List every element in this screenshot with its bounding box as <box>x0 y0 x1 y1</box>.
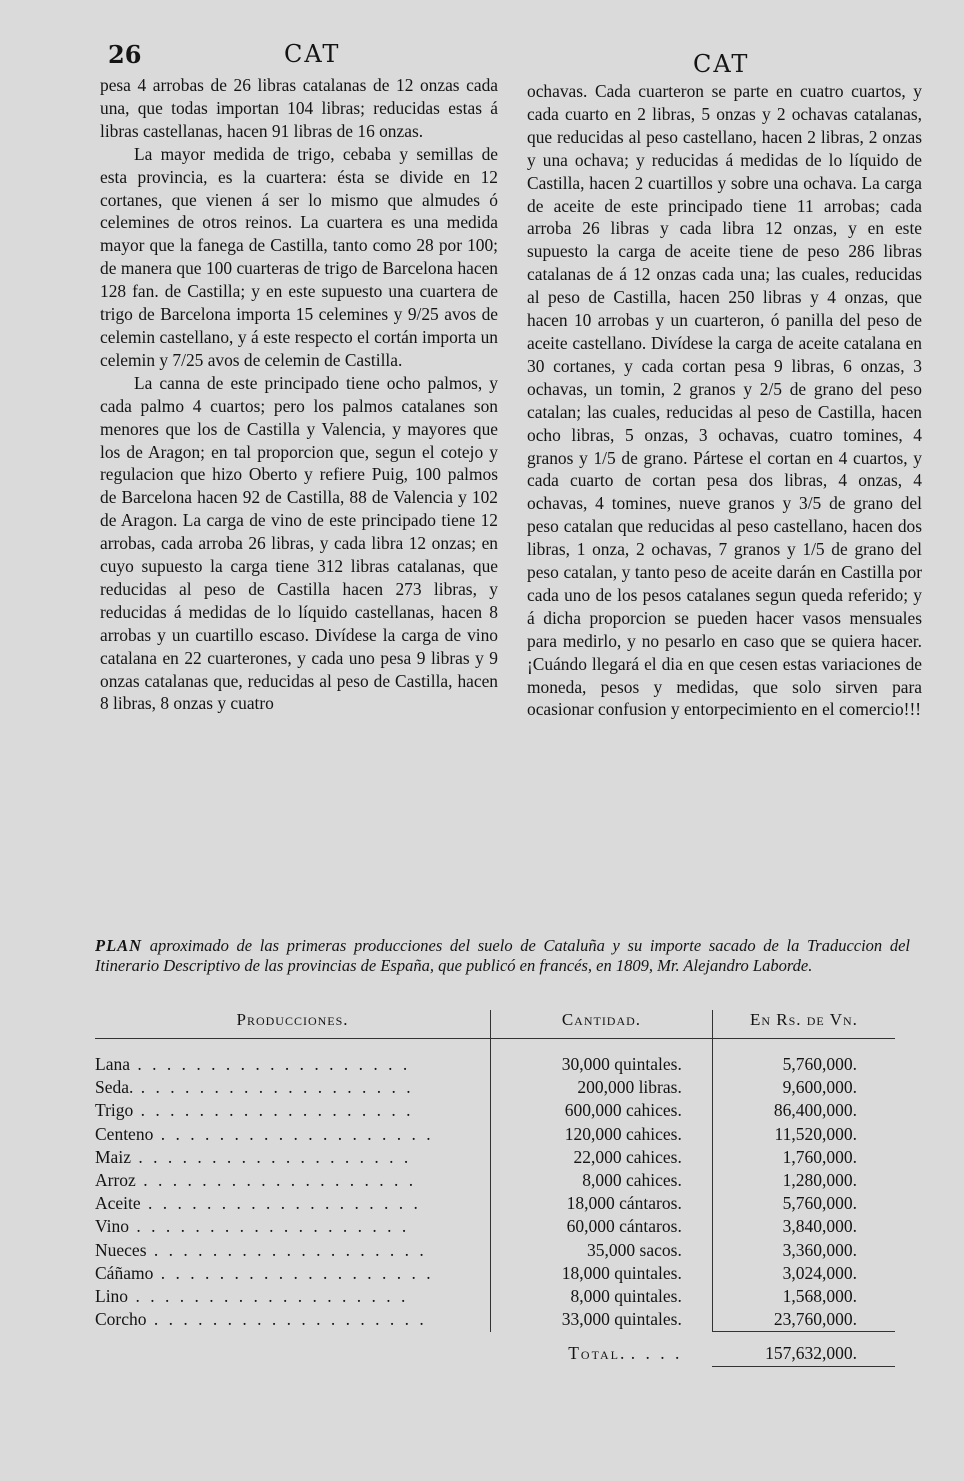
dot-leader: . . . . . . . . . . . . . . . . . . . <box>146 1239 427 1260</box>
quantity-cell: 8,000 quintales. <box>491 1285 713 1308</box>
running-head-left: CAT <box>284 40 341 68</box>
value-cell: 86,400,000. <box>712 1099 895 1122</box>
dot-leader: . . . . . . . . . . . . . . . . . . . <box>133 1077 414 1098</box>
value-cell: 9,600,000. <box>712 1076 895 1099</box>
product-name: Lino <box>95 1286 129 1307</box>
table-row <box>95 1192 895 1215</box>
product-name: Nueces <box>95 1239 147 1260</box>
quantity-cell: 18,000 quintales. <box>491 1262 713 1285</box>
value-cell: 3,360,000. <box>712 1239 895 1262</box>
quantity-cell: 60,000 cántaros. <box>491 1215 713 1238</box>
total-label: Total. <box>568 1343 627 1364</box>
table-row <box>95 1039 895 1077</box>
table-row <box>95 1215 895 1238</box>
product-name: Seda. <box>95 1077 134 1098</box>
total-value: 157,632,000. <box>712 1332 895 1366</box>
table-row <box>95 1285 895 1308</box>
dot-leader: . . . . . . . . . . . . . . . . . . . <box>153 1123 434 1144</box>
plan-text: aproximado de las primeras producciones del suelo de Cataluña y su importe sacado de la Traduccion del Itinerario Descriptivo de las provincias de España, que publicó en francés, en 1809, Mr. Alejandro Laborde. <box>95 936 911 975</box>
table-row <box>95 1076 895 1099</box>
value-cell: 1,568,000. <box>712 1285 895 1308</box>
table-header-row <box>95 1010 895 1039</box>
quantity-cell: 120,000 cahices. <box>491 1123 713 1146</box>
value-cell: 3,840,000. <box>712 1215 895 1238</box>
value-cell: 1,760,000. <box>712 1146 895 1169</box>
dot-leader: . . . . . . . . . . . . . . . . . . . <box>133 1100 414 1121</box>
header-productions: Producciones. <box>95 1010 491 1039</box>
paragraph: La canna de este principado tiene ocho palmos, y cada palmo 4 cuartos; pero los palmos catalanes son menores que los de Castilla y Valencia, y mayores que los de Aragon; en tal proporcion que, segun el cotejo y regulacion que hizo Oberto y refiere Puig, 100 palmos de Barcelona hacen 92 de Castilla, 88 de Valencia y 102 de Aragon. La carga de vino de este principado tiene 12 arrobas, cada arroba 26 libras, y cada libra 12 onzas; en cuyo supuesto la carga tiene 312 libras catalanas, que reducidas al peso de Castilla hacen 273 libras, y reducidas á medidas de lo líquido castellanas, hacen 8 arrobas y un cuartillo escaso. Divídese la carga de vino catalana en 22 cuarterones, y cada uno pesa 9 libras y 9 onzas catalanas que, reducidas al peso de Castilla, hacen 8 libras, 8 onzas y cuatro <box>100 372 498 714</box>
table-row <box>95 1146 895 1169</box>
header-quantity: Cantidad. <box>491 1010 713 1039</box>
table-row <box>95 1239 895 1262</box>
total-leader: . . . . <box>630 1343 683 1364</box>
dot-leader: . . . . . . . . . . . . . . . . . . . <box>129 1054 411 1074</box>
product-name: Lana <box>95 1054 130 1074</box>
quantity-cell: 600,000 cahices. <box>491 1099 713 1122</box>
total-row <box>95 1332 895 1366</box>
product-name: Vino <box>95 1216 129 1237</box>
value-cell: 11,520,000. <box>712 1123 895 1146</box>
dot-leader: . . . . . . . . . . . . . . . . . . . <box>146 1309 427 1330</box>
quantity-cell: 33,000 quintales. <box>491 1308 713 1332</box>
product-name: Corcho <box>95 1309 147 1330</box>
page-number: 26 <box>108 40 142 69</box>
table-row <box>95 1099 895 1122</box>
dot-leader: . . . . . . . . . . . . . . . . . . . <box>130 1146 412 1167</box>
left-column <box>100 74 498 715</box>
quantity-cell: 8,000 cahices. <box>491 1169 713 1192</box>
value-cell: 5,760,000. <box>712 1192 895 1215</box>
running-head-right: CAT <box>693 50 750 78</box>
value-cell: 3,024,000. <box>712 1262 895 1285</box>
paragraph: La mayor medida de trigo, cebaba y semillas de esta provincia, es la cuartera: ésta se divide en 12 cortanes, que vienen á ser lo mismo que almudes ó celemines de otros reinos. La cuartera es una medida mayor que la fanega de Castilla, tanto como 28 por 100; de manera que 100 cuarteras de trigo de Barcelona hacen 128 fan. de Castilla; y en este supuesto una cuartera de trigo de Barcelona importa 15 celemines y 9/25 avos de celemin castellano, y á este respecto el cortán importa un celemin y 7/25 avos de celemin de Castilla. <box>100 143 498 370</box>
plan-title: PLAN <box>95 936 143 955</box>
table-row <box>95 1169 895 1192</box>
value-cell: 1,280,000. <box>712 1169 895 1192</box>
quantity-cell: 22,000 cahices. <box>491 1146 713 1169</box>
quantity-cell: 18,000 cántaros. <box>491 1192 713 1215</box>
productions-table <box>95 1010 895 1367</box>
quantity-cell: 30,000 quintales. <box>491 1039 713 1077</box>
table-row <box>95 1308 895 1332</box>
paragraph: ochavas. Cada cuarteron se parte en cuatro cuartos, y cada cuarto en 2 libras, 5 onzas y 2 ochavas catalanas, que reducidas al peso castellano, hacen 2 libras, 2 onzas y una ochava; y reducidas á medidas de lo líquido de Castilla, hacen 2 cuartillos y sobre una ochava. La carga de aceite de este principado tiene 11 arrobas; cada arroba 26 libras y cada libra 12 onzas, y en este supuesto la carga de aceite tiene de peso 286 libras catalanas de á 12 onzas cada una; las cuales, reducidas al peso de Castilla, hacen 250 libras y 4 onzas, que hacen 10 arrobas y un cuarteron, ó panilla del peso de aceite castellano. Divídese la carga de aceite catalana en 30 cortanes, y cada cortan pesa 9 libras, 6 onzas, 3 ochavas, un tomin, 2 granos y 2/5 de grano del peso catalan; las cuales, reducidas al peso de Castilla, hacen ocho libras, 5 onzas, 3 ochavas, cuatro tomines, 4 granos y 1/5 de grano. Pártese el cortan en 4 cuartos, y cada cuarto de cortan pesa dos libras, 4 onzas, 4 ochavas, 4 tomines, nueve granos y 3/5 de grano del peso catalan que reducidas al peso castellano, hacen dos libras, 1 onza, 2 ochavas, 7 granos y 1/5 de grano del peso catalan, y tanto peso de aceite darán en Castilla por cada uno de los pesos catalanes segun queda referido; y á dicha proporcion se pueden hacer vasos mensuales para medirlo, y no pesarlo en caso que se quiera hacer. ¡Cuándo llegará el dia en que cesen estas variaciones de moneda, pesos y medidas, que solo sirven para ocasionar confusion y entorpecimiento en el comercio!!! <box>527 81 922 720</box>
paragraph: pesa 4 arrobas de 26 libras catalanas de 12 onzas cada una, que todas importan 104 libras; reducidas estas á libras castellanas, hacen 91 libras de 16 onzas. <box>100 75 498 141</box>
product-name: Centeno <box>95 1123 154 1144</box>
table-row <box>95 1123 895 1146</box>
dot-leader: . . . . . . . . . . . . . . . . . . . <box>140 1193 421 1214</box>
product-name: Aceite <box>95 1193 141 1214</box>
dot-leader: . . . . . . . . . . . . . . . . . . . <box>135 1170 417 1191</box>
value-cell: 5,760,000. <box>712 1039 895 1077</box>
dot-leader: . . . . . . . . . . . . . . . . . . . <box>128 1286 409 1307</box>
table-row <box>95 1262 895 1285</box>
value-cell: 23,760,000. <box>712 1308 895 1332</box>
product-name: Arroz <box>95 1170 136 1191</box>
product-name: Trigo <box>95 1100 134 1121</box>
table-body <box>95 1039 895 1332</box>
dot-leader: . . . . . . . . . . . . . . . . . . . <box>153 1262 434 1283</box>
quantity-cell: 35,000 sacos. <box>491 1239 713 1262</box>
product-name: Cáñamo <box>95 1262 154 1283</box>
quantity-cell: 200,000 libras. <box>491 1076 713 1099</box>
plan-caption <box>95 936 910 976</box>
header-value: En Rs. de Vn. <box>712 1010 895 1039</box>
product-name: Maiz <box>95 1146 131 1167</box>
dot-leader: . . . . . . . . . . . . . . . . . . . <box>128 1216 410 1237</box>
right-column <box>527 80 922 721</box>
